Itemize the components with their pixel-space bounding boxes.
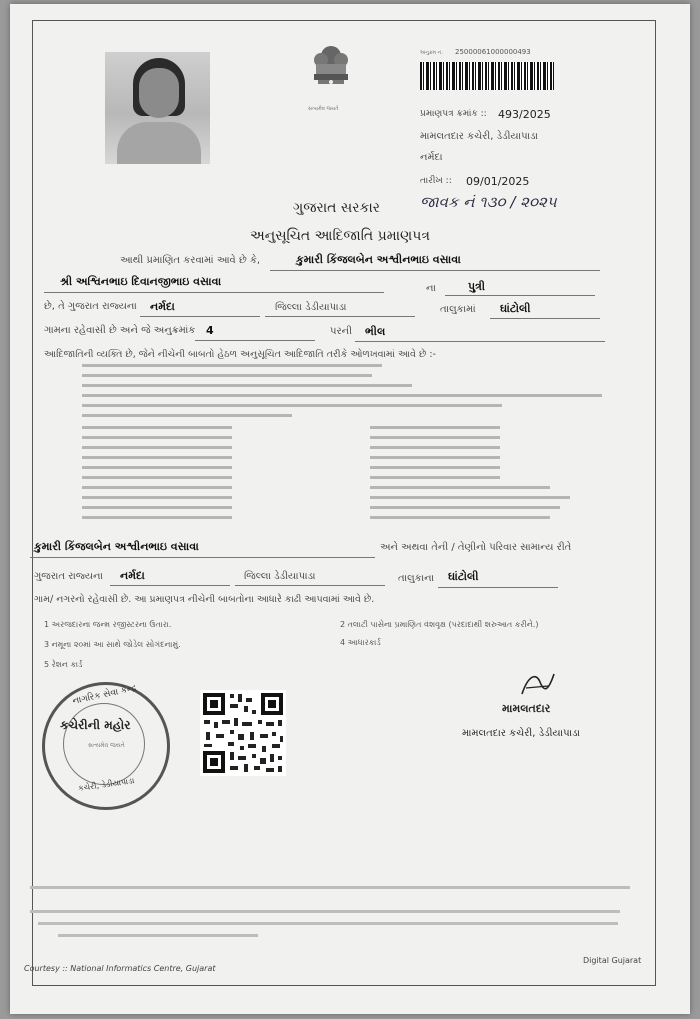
seal-center-text: કચેરીની મહોર: [60, 718, 131, 732]
date-value: 09/01/2025: [466, 175, 530, 188]
village-value: ઘાંટોલી: [500, 302, 531, 315]
basis-item-2: 2 તલાટી પાસેના પ્રમાણિત વંશવૃક્ષ (પરદાદાથી શરુઆત કરીને.): [340, 620, 539, 629]
relation-value: પુત્રી: [468, 280, 486, 293]
seal-bottom-text: કચેરી, ડેડીયાપાડા: [77, 776, 135, 793]
basis-item-3: 3 નમૂના ૨૦માં આ સાથે જોડેલ સોગંદનામું.: [44, 640, 181, 649]
state-text: છે, તે ગુજરાત રાજ્યના: [44, 301, 137, 312]
cert-no-label: પ્રમાણપત્ર ક્રમાંક ::: [420, 109, 487, 119]
certify-text: આથી પ્રમાણિત કરવામાં આવે છે કે,: [120, 255, 261, 266]
emblem-caption: સત્યમેવ જયતે: [308, 106, 339, 112]
basis-item-1: 1 અરજદારના જન્મ રજીસ્ટરના ઉતારા.: [44, 620, 172, 629]
seal-inner-text: સત્યમેવ જયતે: [88, 742, 125, 749]
government-title: ગુજરાત સરકાર: [293, 200, 380, 216]
cert-no: 493/2025: [498, 108, 551, 121]
barcode: [420, 62, 554, 90]
family-text: અને અથવા તેની / તેણીનો પરિવાર સામાન્ય રીતે: [380, 542, 572, 553]
applicant-photo: [105, 52, 210, 164]
national-emblem-icon: [306, 40, 356, 98]
tribe-label: પરની: [330, 326, 352, 337]
certificate-title: અનુસૂચિત આદિજાતિ પ્રમાણપત્ર: [250, 228, 430, 244]
basis-item-5: 5 રેશન કાર્ડ: [44, 660, 83, 669]
resident-text: ગામના રહેવાસી છે અને જે અનુક્રમાંક: [44, 325, 196, 336]
father-name: શ્રી અશ્વિનભાઇ દિવાનજીભાઇ વસાવા: [60, 275, 222, 288]
candidate-name: કુમારી કિંજલબેન અશ્વીનભાઇ વસાવા: [296, 253, 461, 266]
serial-number: 25000061000000493: [455, 48, 531, 56]
serial-no-value: 4: [206, 324, 214, 337]
district-value: નર્મદા: [150, 300, 175, 313]
handwritten-reference: જાવક નં ૧૩૦ / ૨૦૨૫: [420, 193, 557, 211]
na-text: ના: [426, 283, 436, 294]
section2-taluka-label: તાલુકાના: [398, 573, 435, 584]
section2-district-value: નર્મદા: [120, 569, 145, 582]
footer-notes: [30, 884, 640, 950]
basis-item-4: 4 આધારકાર્ડ: [340, 638, 381, 647]
tribe-value: ભીલ: [365, 325, 386, 338]
section2-state-text: ગુજરાત રાજ્યના: [34, 571, 103, 582]
section2-village-value: ઘાંટોલી: [448, 570, 479, 583]
closing-text: ગામ/ નગરનો રહેવાસી છે. આ પ્રમાણપત્ર નીચેની બાબતોના આધારે કાઢી આપવામાં આવે છે.: [34, 594, 375, 605]
digital-gujarat-label: Digital Gujarat: [583, 956, 642, 965]
serial-label: અનુક્રમ નં.: [420, 50, 443, 56]
fine-print-block: [70, 362, 610, 532]
section2-district-label: જિલ્લા ડેડીયાપાડા: [244, 571, 316, 582]
district-label: જિલ્લા ડેડીયાપાડા: [275, 302, 347, 313]
seal-outer-text: નાગરિક સેવા કેન્દ્ર: [71, 683, 138, 707]
signatory-office: મામલતદાર કચેરી, ડેડીયાપાડા: [462, 728, 580, 739]
signatory-title: મામલતદાર: [502, 702, 551, 715]
courtesy-text: Courtesy :: National Informatics Centre, Gujarat: [24, 964, 216, 973]
date-label: તારીખ ::: [420, 176, 452, 186]
signature-mark: [518, 668, 558, 700]
taluka-label: તાલુકામાં: [440, 304, 476, 315]
qr-code: [200, 690, 286, 776]
office-line: મામલતદાર કચેરી, ડેડીયાપાડા: [420, 131, 538, 142]
district-line: નર્મદા: [420, 152, 443, 163]
section2-name: કુમારી કિંજલબેન અશ્વીનભાઇ વસાવા: [34, 540, 199, 553]
adijati-text: આદિજાતિની વ્યક્તિ છે, જેને નીચેની બાબતો હેઠળ અનુસૂચિત આદિજાતિ તરીકે ઓળખવામાં આવે છે :-: [44, 349, 436, 360]
